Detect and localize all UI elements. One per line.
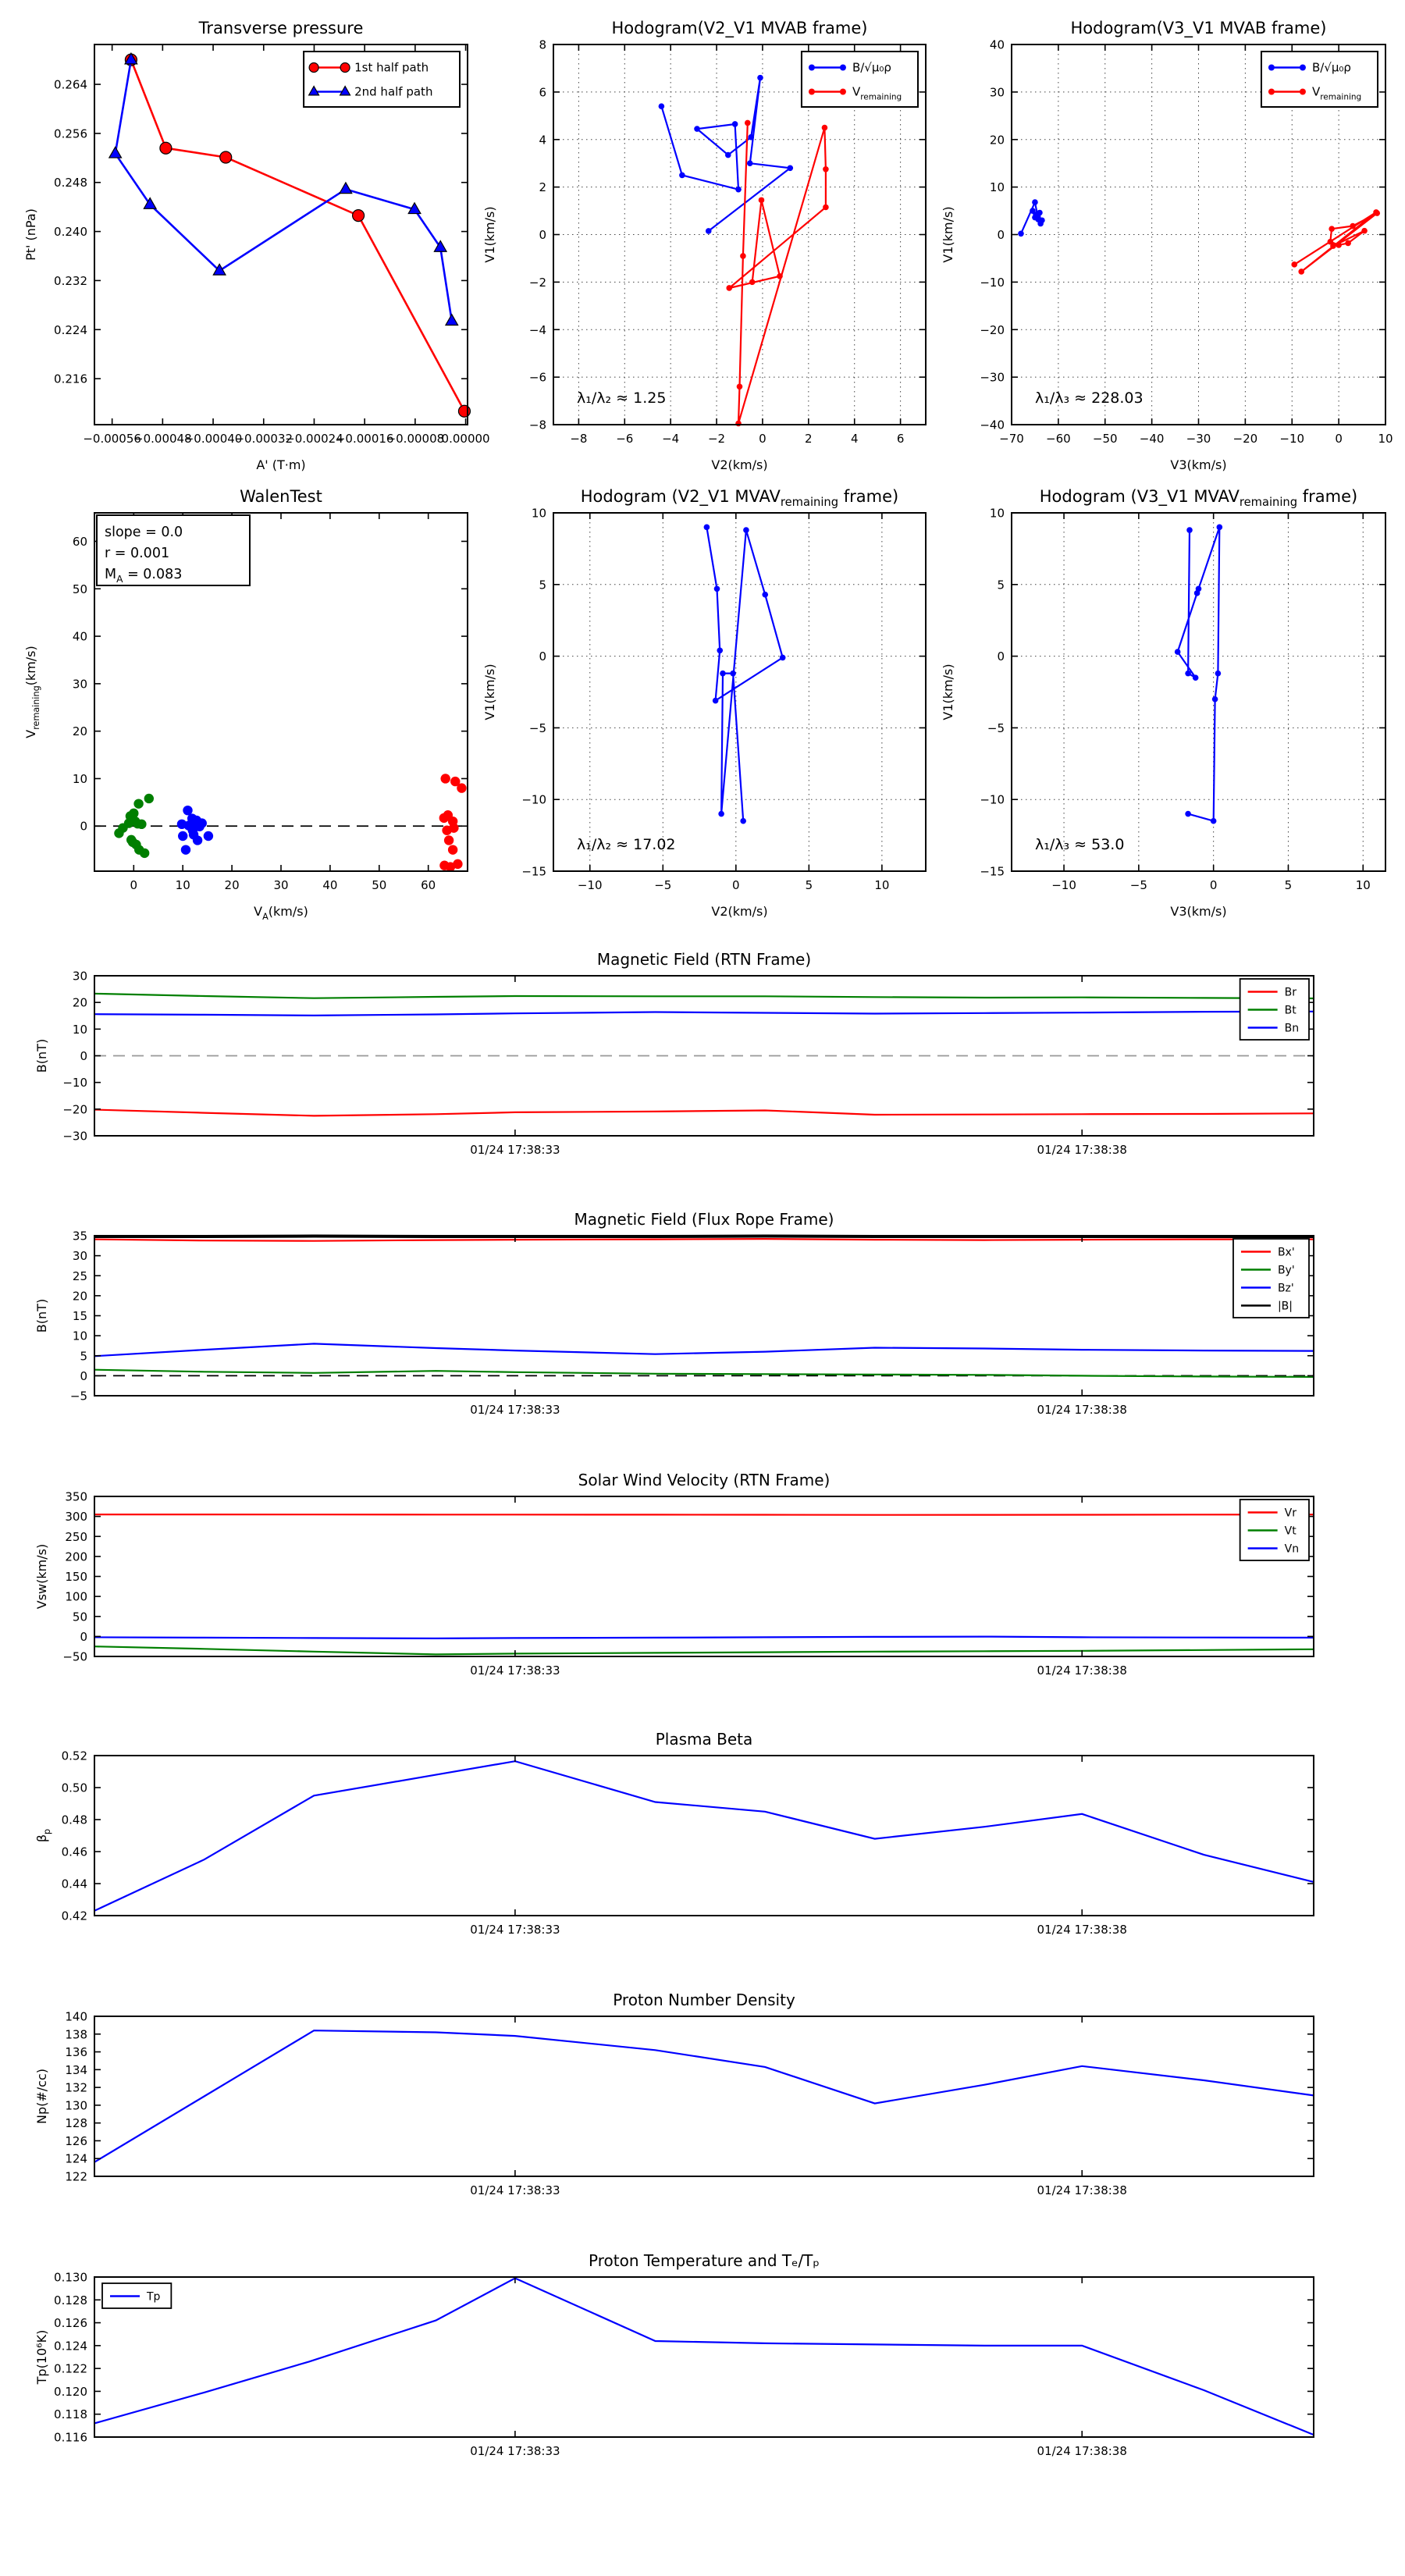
y-tick-label: 2 (539, 180, 546, 195)
series-Bz' (94, 1343, 1314, 1356)
y-tick-label: 15 (72, 1309, 87, 1323)
legend (304, 52, 460, 107)
x-tick-label: −0.00016 (335, 432, 394, 446)
y-tick-label: 0.50 (61, 1781, 87, 1795)
proton-temperature-plot (9, 2238, 1333, 2500)
hodogram-v2v1-mvav-plot (468, 478, 945, 934)
y-tick-label: 30 (989, 85, 1005, 100)
ticks (62, 1749, 1314, 1937)
plot-title: Solar Wind Velocity (RTN Frame) (578, 1471, 831, 1489)
x-tick-label: 50 (372, 878, 387, 892)
ticks (70, 1229, 1314, 1418)
y-tick-label: 10 (72, 771, 87, 786)
y-tick-label: −4 (528, 322, 546, 337)
y-tick-label: −6 (528, 370, 546, 385)
x-tick-label: 01/24 17:38:33 (470, 2183, 560, 2197)
stats-line: r = 0.001 (105, 546, 170, 561)
y-tick-label: 0 (80, 1049, 87, 1063)
y-tick-label: 20 (989, 133, 1005, 148)
y-tick-label: 0 (80, 1629, 87, 1644)
legend-label: $V_{remaining}$ (852, 84, 902, 102)
y-tick-label: 140 (65, 2009, 87, 2024)
y-tick-label: 138 (65, 2027, 87, 2042)
y-tick-label: 25 (72, 1268, 87, 1283)
legend-label: $V_{remaining}$ (1311, 84, 1362, 102)
lambda-annotation: λ₁/λ₃ ≈ 53.0 (1035, 836, 1125, 853)
y-axis-label: V1(km/s) (482, 206, 497, 263)
x-tick-label: 30 (273, 878, 289, 892)
y-tick-label: 4 (539, 133, 546, 148)
y-tick-label: 150 (65, 1570, 87, 1584)
x-tick-label: 01/24 17:38:38 (1037, 1143, 1127, 1157)
x-tick-label: −0.00008 (386, 432, 445, 446)
y-tick-label: 0 (997, 228, 1005, 242)
x-tick-label: 10 (874, 878, 890, 892)
legend-label: Bx' (1277, 1246, 1295, 1259)
y-tick-label: 40 (72, 629, 87, 644)
x-tick-label: −70 (999, 432, 1024, 446)
y-tick-label: −8 (528, 418, 546, 432)
x-tick-label: 01/24 17:38:38 (1037, 2444, 1127, 2458)
y-tick-label: −15 (521, 864, 546, 879)
y-tick-label: 0.46 (61, 1845, 87, 1859)
ticks (54, 2271, 1314, 2459)
legend-label: Bn (1284, 1022, 1300, 1035)
y-tick-label: −5 (528, 720, 546, 735)
x-axis-label: V3(km/s) (1170, 457, 1227, 472)
y-tick-label: 0.264 (54, 77, 87, 92)
y-tick-label: 0 (80, 819, 87, 834)
y-tick-label: −20 (62, 1102, 87, 1117)
x-tick-label: 60 (421, 878, 436, 892)
axes-box (94, 2016, 1314, 2176)
x-tick-label: 10 (1378, 432, 1393, 446)
legend-label: Vn (1284, 1542, 1300, 1556)
legend-label: By' (1277, 1264, 1295, 1277)
x-axis-label: V2(km/s) (711, 904, 768, 919)
y-tick-label: 0.124 (54, 2339, 87, 2354)
x-tick-label: 01/24 17:38:33 (470, 2444, 560, 2458)
y-tick-label: −5 (987, 720, 1005, 735)
y-tick-label: −50 (62, 1649, 87, 1664)
plot-title: Magnetic Field (RTN Frame) (596, 950, 812, 969)
plasma-beta-plot (9, 1717, 1333, 1978)
grid (553, 513, 926, 871)
y-tick-label: 132 (65, 2080, 87, 2095)
lambda-annotation: λ₁/λ₂ ≈ 17.02 (577, 836, 676, 853)
legend (1261, 52, 1378, 107)
lambda-annotation: λ₁/λ₂ ≈ 1.25 (577, 390, 667, 407)
x-tick-label: 01/24 17:38:38 (1037, 2183, 1127, 2197)
legend-label: |B| (1277, 1300, 1293, 1313)
legend (1240, 979, 1309, 1040)
series-V (704, 525, 786, 824)
y-tick-label: −10 (980, 275, 1005, 290)
series-walen-red (439, 774, 467, 871)
series-B/sqrt(mu0 rho) (659, 75, 793, 234)
series-Br (94, 1110, 1314, 1116)
x-tick-label: −0.00032 (234, 432, 293, 446)
legend-label: 2nd half path (354, 84, 433, 99)
x-tick-label: 01/24 17:38:33 (470, 1923, 560, 1937)
y-axis-label: Tp(10⁶K) (34, 2329, 49, 2385)
x-tick-label: 01/24 17:38:38 (1037, 1663, 1127, 1678)
b-flux-rope-plot (9, 1197, 1333, 1458)
series-1st half path (125, 54, 470, 417)
x-tick-label: 5 (1284, 878, 1293, 892)
x-tick-label: 0 (732, 878, 740, 892)
y-tick-label: 300 (65, 1510, 87, 1525)
x-axis-label: V2(km/s) (711, 457, 768, 472)
x-tick-label: 0 (1209, 878, 1218, 892)
x-tick-label: 01/24 17:38:33 (470, 1143, 560, 1157)
legend (802, 52, 918, 107)
y-tick-label: −20 (980, 322, 1005, 337)
y-tick-label: 0.240 (54, 225, 87, 240)
legend-label: 1st half path (354, 60, 429, 75)
y-tick-label: 0 (539, 228, 546, 242)
legend-label: Vt (1284, 1525, 1297, 1538)
series-walen-blue (177, 806, 213, 855)
y-tick-label: 122 (65, 2169, 87, 2184)
x-tick-label: −10 (1279, 432, 1305, 446)
y-tick-label: 20 (72, 724, 87, 739)
stats-line: slope = 0.0 (105, 525, 183, 540)
plot-title: Hodogram (V3_V1 $MVAV_{remaining}$ frame) (1039, 487, 1358, 509)
x-tick-label: 5 (805, 878, 813, 892)
x-tick-label: 10 (1355, 878, 1371, 892)
y-tick-label: 10 (72, 1022, 87, 1037)
x-tick-label: 0 (759, 432, 767, 446)
x-tick-label: −60 (1046, 432, 1071, 446)
x-tick-label: −30 (1186, 432, 1211, 446)
legend-label: Bt (1284, 1004, 1297, 1017)
legend-label: Bz' (1277, 1282, 1294, 1295)
x-tick-label: 01/24 17:38:38 (1037, 1403, 1127, 1417)
stats-box (97, 515, 250, 585)
y-tick-label: 20 (72, 995, 87, 1010)
plot-title: Magnetic Field (Flux Rope Frame) (574, 1210, 834, 1229)
y-tick-label: 350 (65, 1489, 87, 1504)
x-axis-label: V3(km/s) (1170, 904, 1227, 919)
y-tick-label: −30 (980, 370, 1005, 385)
y-tick-label: 50 (72, 582, 87, 596)
hodogram-v2v1-mvab-plot (468, 9, 945, 487)
legend (1233, 1239, 1309, 1318)
y-tick-label: 35 (72, 1229, 87, 1244)
y-axis-label: $\beta_p$ (34, 1828, 52, 1843)
y-axis-label: Vsw(km/s) (34, 1543, 49, 1610)
y-tick-label: 200 (65, 1550, 87, 1564)
x-tick-label: −0.00048 (133, 432, 192, 446)
plot-title: Hodogram(V2_V1 MVAB frame) (611, 19, 868, 37)
y-tick-label: 50 (72, 1610, 87, 1624)
y-tick-label: −10 (521, 792, 546, 807)
y-tick-label: 40 (989, 37, 1005, 52)
x-tick-label: −50 (1092, 432, 1118, 446)
x-tick-label: 0.00000 (441, 432, 490, 446)
y-tick-label: 0.248 (54, 176, 87, 190)
x-tick-label: 01/24 17:38:33 (470, 1663, 560, 1678)
y-axis-label: V1(km/s) (482, 664, 497, 720)
ticks (980, 507, 1385, 893)
stats-line: $M_A = 0.083$ (105, 567, 183, 585)
y-tick-label: 134 (65, 2062, 87, 2077)
y-tick-label: 0.118 (54, 2407, 87, 2422)
x-tick-label: 4 (850, 432, 859, 446)
y-tick-label: 10 (989, 506, 1005, 521)
legend-label: B/√μ₀ρ (1311, 60, 1351, 75)
x-tick-label: −20 (1232, 432, 1258, 446)
x-tick-label: 10 (175, 878, 190, 892)
legend (1240, 1500, 1309, 1560)
legend-label: B/√μ₀ρ (852, 60, 891, 75)
x-tick-label: 0 (130, 878, 138, 892)
hodogram-v3v1-mvav-plot (926, 478, 1405, 934)
y-tick-label: 10 (989, 180, 1005, 195)
y-tick-label: 0.44 (61, 1877, 87, 1891)
x-tick-label: 0 (1335, 432, 1343, 446)
axes-box (94, 2277, 1314, 2437)
y-tick-label: 5 (80, 1349, 87, 1364)
y-tick-label: 0.224 (54, 322, 87, 337)
ticks (521, 507, 926, 893)
y-axis-label: B(nT) (34, 1298, 49, 1333)
y-tick-label: 124 (65, 2151, 87, 2166)
series-Vr (94, 1514, 1314, 1515)
series-B/sqrt(mu0 rho) (1018, 199, 1045, 237)
series-walen-green (114, 794, 154, 858)
x-tick-label: −0.00040 (183, 432, 243, 446)
plot-title: Hodogram (V2_V1 $MVAV_{remaining}$ frame) (580, 487, 899, 509)
proton-density-plot (9, 1977, 1333, 2239)
y-axis-label: V1(km/s) (941, 206, 955, 263)
legend (102, 2283, 171, 2308)
y-axis-label: V1(km/s) (941, 664, 955, 720)
plot-title: Transverse pressure (198, 19, 364, 37)
x-tick-label: −2 (707, 432, 726, 446)
y-tick-label: 5 (539, 578, 546, 592)
series-Tp (94, 2279, 1314, 2435)
lambda-annotation: λ₁/λ₃ ≈ 228.03 (1035, 390, 1144, 407)
y-tick-label: 8 (539, 37, 546, 52)
y-tick-label: 0.116 (54, 2430, 87, 2445)
plot-title: WalenTest (240, 487, 322, 506)
series-beta_p (94, 1761, 1314, 1911)
x-tick-label: −5 (1129, 878, 1147, 892)
x-tick-label: 40 (322, 878, 338, 892)
axes-box (553, 513, 926, 871)
y-tick-label: −40 (980, 418, 1005, 432)
y-tick-label: −10 (980, 792, 1005, 807)
series-V_remaining (1291, 209, 1380, 275)
x-tick-label: 01/24 17:38:38 (1037, 1923, 1127, 1937)
y-tick-label: 126 (65, 2133, 87, 2148)
y-tick-label: 130 (65, 2098, 87, 2113)
y-axis-label: Pt' (nPa) (23, 208, 38, 261)
y-axis-label: Np(#/cc) (34, 2069, 49, 2124)
x-tick-label: −40 (1139, 432, 1165, 446)
series-Vt (94, 1646, 1314, 1654)
y-tick-label: 0.120 (54, 2384, 87, 2399)
y-tick-label: 0.232 (54, 273, 87, 288)
y-tick-label: 0.48 (61, 1813, 87, 1827)
y-tick-label: 250 (65, 1529, 87, 1544)
x-tick-label: −5 (654, 878, 672, 892)
y-tick-label: 128 (65, 2116, 87, 2131)
walen-test-plot (9, 478, 487, 934)
x-tick-label: 2 (805, 432, 813, 446)
x-tick-label: 6 (896, 432, 905, 446)
plot-title: Plasma Beta (655, 1730, 753, 1749)
plot-title: Proton Temperature and Tₑ/Tₚ (589, 2251, 820, 2270)
x-tick-label: −6 (616, 432, 634, 446)
x-tick-label: −8 (570, 432, 588, 446)
y-tick-label: 0 (80, 1368, 87, 1383)
y-tick-label: −10 (62, 1076, 87, 1091)
x-tick-label: 01/24 17:38:33 (470, 1403, 560, 1417)
y-tick-label: −15 (980, 864, 1005, 879)
y-tick-label: 30 (72, 677, 87, 692)
axes-box (94, 1496, 1314, 1656)
y-axis-label: $V_{remaining}(km/s)$ (23, 646, 41, 738)
x-tick-label: −0.00024 (285, 432, 343, 446)
y-tick-label: 10 (531, 506, 546, 521)
y-tick-label: −30 (62, 1129, 87, 1144)
plot-title: Hodogram(V3_V1 MVAB frame) (1070, 19, 1327, 37)
x-tick-label: −0.00056 (83, 432, 141, 446)
y-tick-label: 30 (72, 1249, 87, 1264)
legend-label: Vr (1284, 1507, 1297, 1520)
y-tick-label: 5 (997, 578, 1005, 592)
y-tick-label: 0.128 (54, 2293, 87, 2307)
series-Np (94, 2030, 1314, 2162)
series-Bx' (94, 1239, 1314, 1241)
b-rtn-plot (9, 937, 1333, 1198)
y-tick-label: 6 (539, 85, 546, 100)
y-tick-label: 100 (65, 1589, 87, 1604)
y-tick-label: −2 (528, 275, 546, 290)
x-tick-label: −4 (662, 432, 680, 446)
series-Vn (94, 1637, 1314, 1638)
y-tick-label: 0 (539, 649, 546, 664)
x-tick-label: 20 (224, 878, 240, 892)
x-axis-label: A' (T·m) (256, 457, 306, 472)
hodogram-v3v1-mvab-plot (926, 9, 1405, 487)
y-tick-label: 0.216 (54, 372, 87, 386)
vsw-rtn-plot (9, 1457, 1333, 1719)
plot-title: Proton Number Density (613, 1991, 795, 2009)
y-tick-label: 0.52 (61, 1749, 87, 1763)
y-tick-label: 0.122 (54, 2361, 87, 2376)
x-axis-label: $V_A(km/s)$ (254, 904, 308, 922)
y-tick-label: 0.126 (54, 2316, 87, 2331)
y-tick-label: 0.130 (54, 2270, 87, 2285)
y-tick-label: 0 (997, 649, 1005, 664)
y-tick-label: 60 (72, 534, 87, 549)
y-tick-label: 0.256 (54, 126, 87, 141)
y-axis-label: B(nT) (34, 1038, 49, 1073)
axes-box (94, 1756, 1314, 1916)
x-tick-label: −10 (1051, 878, 1076, 892)
legend-label: Br (1284, 986, 1297, 999)
y-tick-label: 20 (72, 1289, 87, 1304)
ticks (65, 2010, 1314, 2198)
series-Bt (94, 994, 1314, 998)
y-tick-label: 10 (72, 1329, 87, 1343)
y-tick-label: −5 (69, 1389, 87, 1404)
y-tick-label: 136 (65, 2045, 87, 2060)
series-V (1175, 525, 1222, 824)
x-tick-label: −10 (577, 878, 603, 892)
legend-label: Tp (147, 2290, 161, 2304)
y-tick-label: 0.42 (61, 1909, 87, 1923)
series-Bn (94, 1012, 1314, 1016)
y-tick-label: 30 (72, 969, 87, 984)
